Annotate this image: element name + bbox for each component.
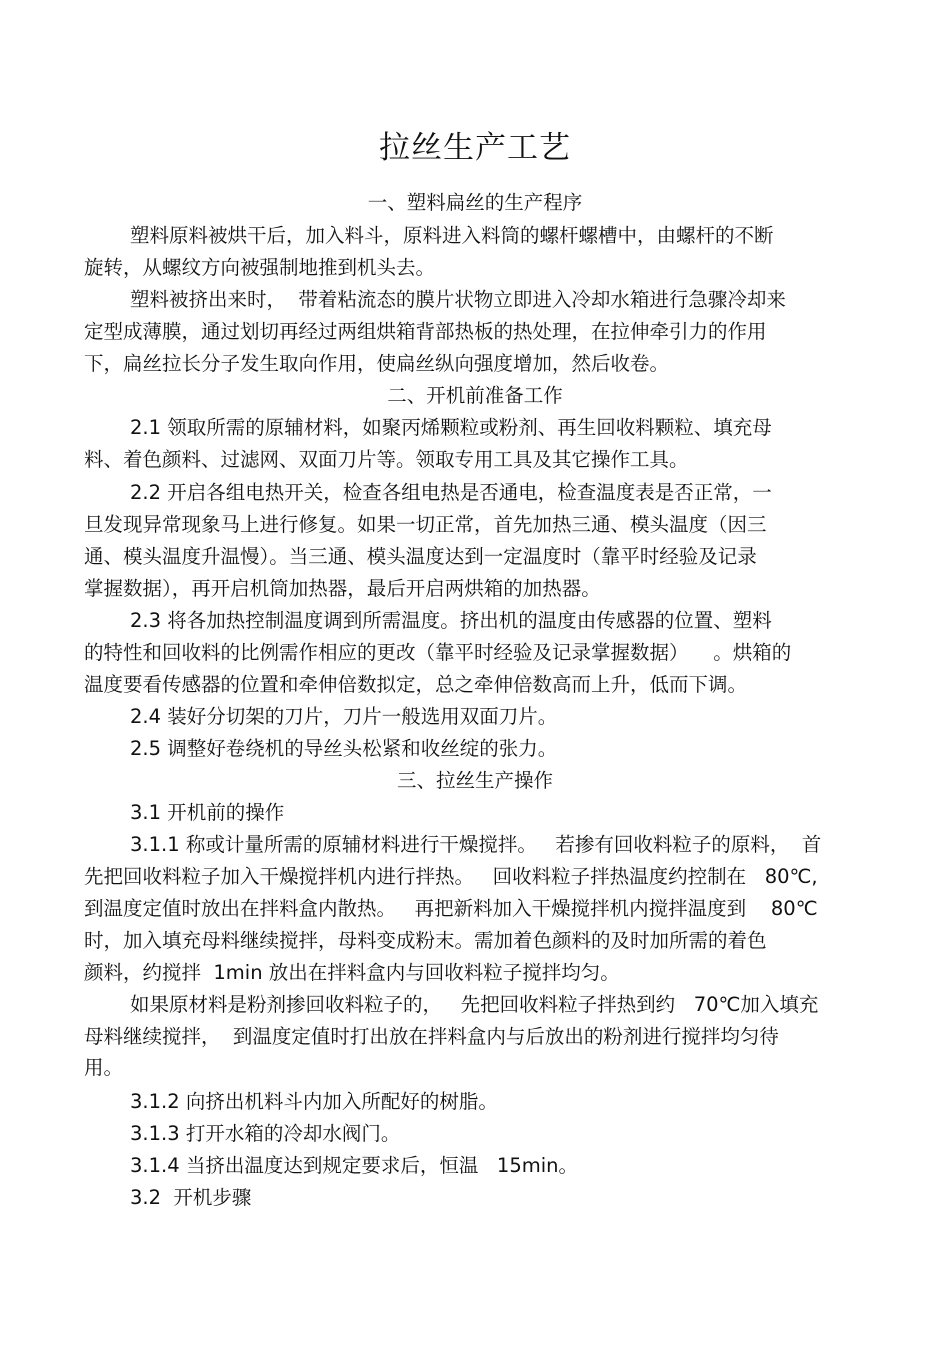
paragraph-line: 掌握数据），再开启机筒加热器，最后开启两烘箱的加热器。 (84, 577, 601, 600)
paragraph-line: 3.1.1 称或计量所需的原辅材料进行干燥搅拌。 若掺有回收料粒子的原料， 首 (130, 833, 822, 856)
paragraph-line: 温度要看传感器的位置和牵伸倍数拟定，总之牵伸倍数高而上升，低而下调。 (84, 673, 748, 696)
paragraph-line: 下，扁丝拉长分子发生取向作用，使扁丝纵向强度增加，然后收卷。 (84, 352, 670, 375)
section-heading-2: 二、开机前准备工作 (387, 384, 563, 407)
paragraph-line: 2.2 开启各组电热开关，检查各组电热是否通电，检查温度表是否正常，一 (130, 481, 772, 504)
paragraph-line: 2.1 领取所需的原辅材料，如聚丙烯颗粒或粉剂、再生回收料颗粒、填充母 (130, 416, 772, 439)
paragraph-line: 2.3 将各加热控制温度调到所需温度。挤出机的温度由传感器的位置、塑料 (130, 609, 772, 632)
paragraph-line: 料、着色颜料、过滤网、双面刀片等。领取专用工具及其它操作工具。 (84, 448, 689, 471)
paragraph-line: 定型成薄膜，通过划切再经过两组烘箱背部热板的热处理，在拉伸牵引力的作用 (84, 320, 767, 343)
subsection-heading: 3.1 开机前的操作 (130, 801, 285, 824)
paragraph-line: 2.5 调整好卷绕机的导丝头松紧和收丝绽的张力。 (130, 737, 558, 760)
paragraph-line: 用。 (84, 1056, 124, 1079)
paragraph-line: 塑料被挤出来时， 带着粘流态的膜片状物立即进入冷却水箱进行急骤冷却来 (130, 288, 786, 311)
paragraph-line: 塑料原料被烘干后，加入料斗，原料进入料筒的螺杆螺槽中，由螺杆的不断 (130, 224, 774, 247)
section-heading-1: 一、塑料扁丝的生产程序 (367, 191, 583, 214)
paragraph-line: 2.4 装好分切架的刀片，刀片一般选用双面刀片。 (130, 705, 558, 728)
paragraph-line: 颜料，约搅拌 1min 放出在拌料盒内与回收料粒子搅拌均匀。 (84, 961, 620, 984)
paragraph-line: 通、模头温度升温慢）。当三通、模头温度达到一定温度时（靠平时经验及记录 (84, 545, 757, 568)
paragraph-line: 3.1.3 打开水箱的冷却水阀门。 (130, 1122, 401, 1145)
paragraph-line: 旋转，从螺纹方向被强制地推到机头去。 (84, 256, 436, 279)
paragraph-line: 如果原材料是粉剂掺回收料粒子的， 先把回收料粒子拌热到约 70℃加入填充 (130, 993, 819, 1016)
paragraph-line: 时，加入填充母料继续搅拌，母料变成粉末。需加着色颜料的及时加所需的着色 (84, 929, 767, 952)
paragraph-line: 的特性和回收料的比例需作相应的更改（靠平时经验及记录掌握数据） 。烘箱的 (84, 641, 792, 664)
page-title: 拉丝生产工艺 (379, 130, 571, 166)
section-heading-3: 三、拉丝生产操作 (396, 769, 553, 792)
paragraph-line: 3.1.2 向挤出机料斗内加入所配好的树脂。 (130, 1090, 498, 1113)
paragraph-line: 先把回收料粒子加入干燥搅拌机内进行拌热。 回收料粒子拌热温度约控制在 80℃, (84, 865, 818, 888)
paragraph-line: 母料继续搅拌， 到温度定值时打出放在拌料盒内与后放出的粉剂进行搅拌均匀待 (84, 1025, 779, 1048)
paragraph-line: 到温度定值时放出在拌料盒内散热。 再把新料加入干燥搅拌机内搅拌温度到 80℃ (84, 897, 818, 920)
paragraph-line: 3.1.4 当挤出温度达到规定要求后，恒温 15min。 (130, 1154, 578, 1177)
paragraph-line: 旦发现异常现象马上进行修复。如果一切正常，首先加热三通、模头温度（因三 (84, 513, 767, 536)
subsection-heading: 3.2 开机步骤 (130, 1186, 252, 1209)
